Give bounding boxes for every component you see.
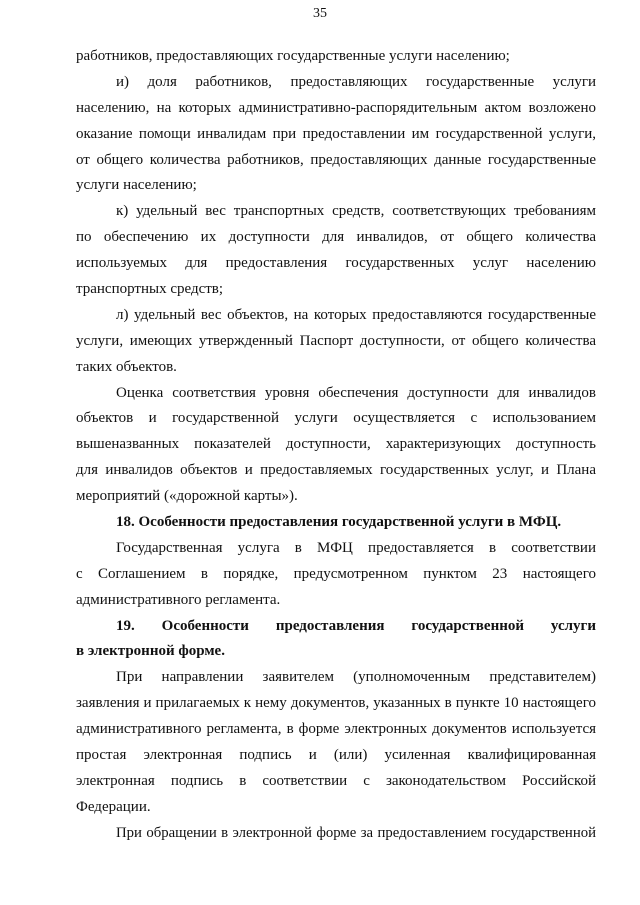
text-line: мероприятий («дорожной карты»).	[76, 488, 298, 505]
text-line: работников, предоставляющих государственные услуги населению;	[76, 48, 510, 64]
document-text	[76, 44, 596, 847]
text-line: с Соглашением в порядке, предусмотренном пунктом 23 настоящего	[76, 565, 596, 582]
text-line: вышеназванных показателей доступности, характеризующих доступность	[76, 436, 596, 453]
text-line: При обращении в электронной форме за предоставлением государственной	[116, 824, 596, 841]
text-line: к) удельный вес транспортных средств, соответствующих требованиям	[116, 203, 596, 220]
text-line: используемых для предоставления государственных услуг населению	[76, 255, 596, 272]
text-line: объектов и государственной услуги осуществляется с использованием	[76, 410, 596, 427]
section-heading-line: 18. Особенности предоставления государственной услуги в МФЦ.	[116, 514, 562, 531]
text-line: простая электронная подпись и (или) усиленная квалифицированная	[76, 747, 596, 764]
section-heading-line: в электронной форме.	[76, 643, 225, 660]
text-line: услуги, имеющих утвержденный Паспорт доступности, от общего количества	[76, 332, 596, 349]
text-line: и) доля работников, предоставляющих государственные услуги	[116, 73, 596, 90]
text-line: Федерации.	[76, 798, 151, 815]
text-line: оказание помощи инвалидам при предоставлении им государственной услуги,	[76, 125, 596, 142]
text-line: от общего количества работников, предоставляющих данные государственные	[76, 151, 596, 168]
text-line: заявления и прилагаемых к нему документов, указанных в пункте 10 настоящего	[76, 695, 596, 712]
text-line: услуги населению;	[76, 177, 197, 194]
text-line: Оценка соответствия уровня обеспечения доступности для инвалидов	[116, 384, 596, 401]
text-line: транспортных средств;	[76, 281, 224, 298]
text-line: л) удельный вес объектов, на которых предоставляются государственные	[116, 306, 596, 323]
text-line: Государственная услуга в МФЦ предоставляется в соответствии	[116, 539, 596, 556]
text-line: электронная подпись в соответствии с законодательством Российской	[76, 772, 596, 789]
text-line: для инвалидов объектов и предоставляемых государственных услуг, и Плана	[76, 462, 596, 479]
text-line: При направлении заявителем (уполномоченным представителем)	[116, 669, 596, 686]
text-line: административного регламента, в форме электронных документов используется	[76, 721, 596, 738]
text-line: населению, на которых административно-распорядительным актом возложено	[76, 99, 596, 116]
page-number: 35	[313, 6, 327, 21]
text-line: административного регламента.	[76, 591, 281, 608]
section-heading-line: 19. Особенности предоставления государственной услуги	[116, 617, 596, 634]
text-line: таких объектов.	[76, 358, 177, 375]
text-line: по обеспечению их доступности для инвалидов, от общего количества	[76, 229, 596, 246]
